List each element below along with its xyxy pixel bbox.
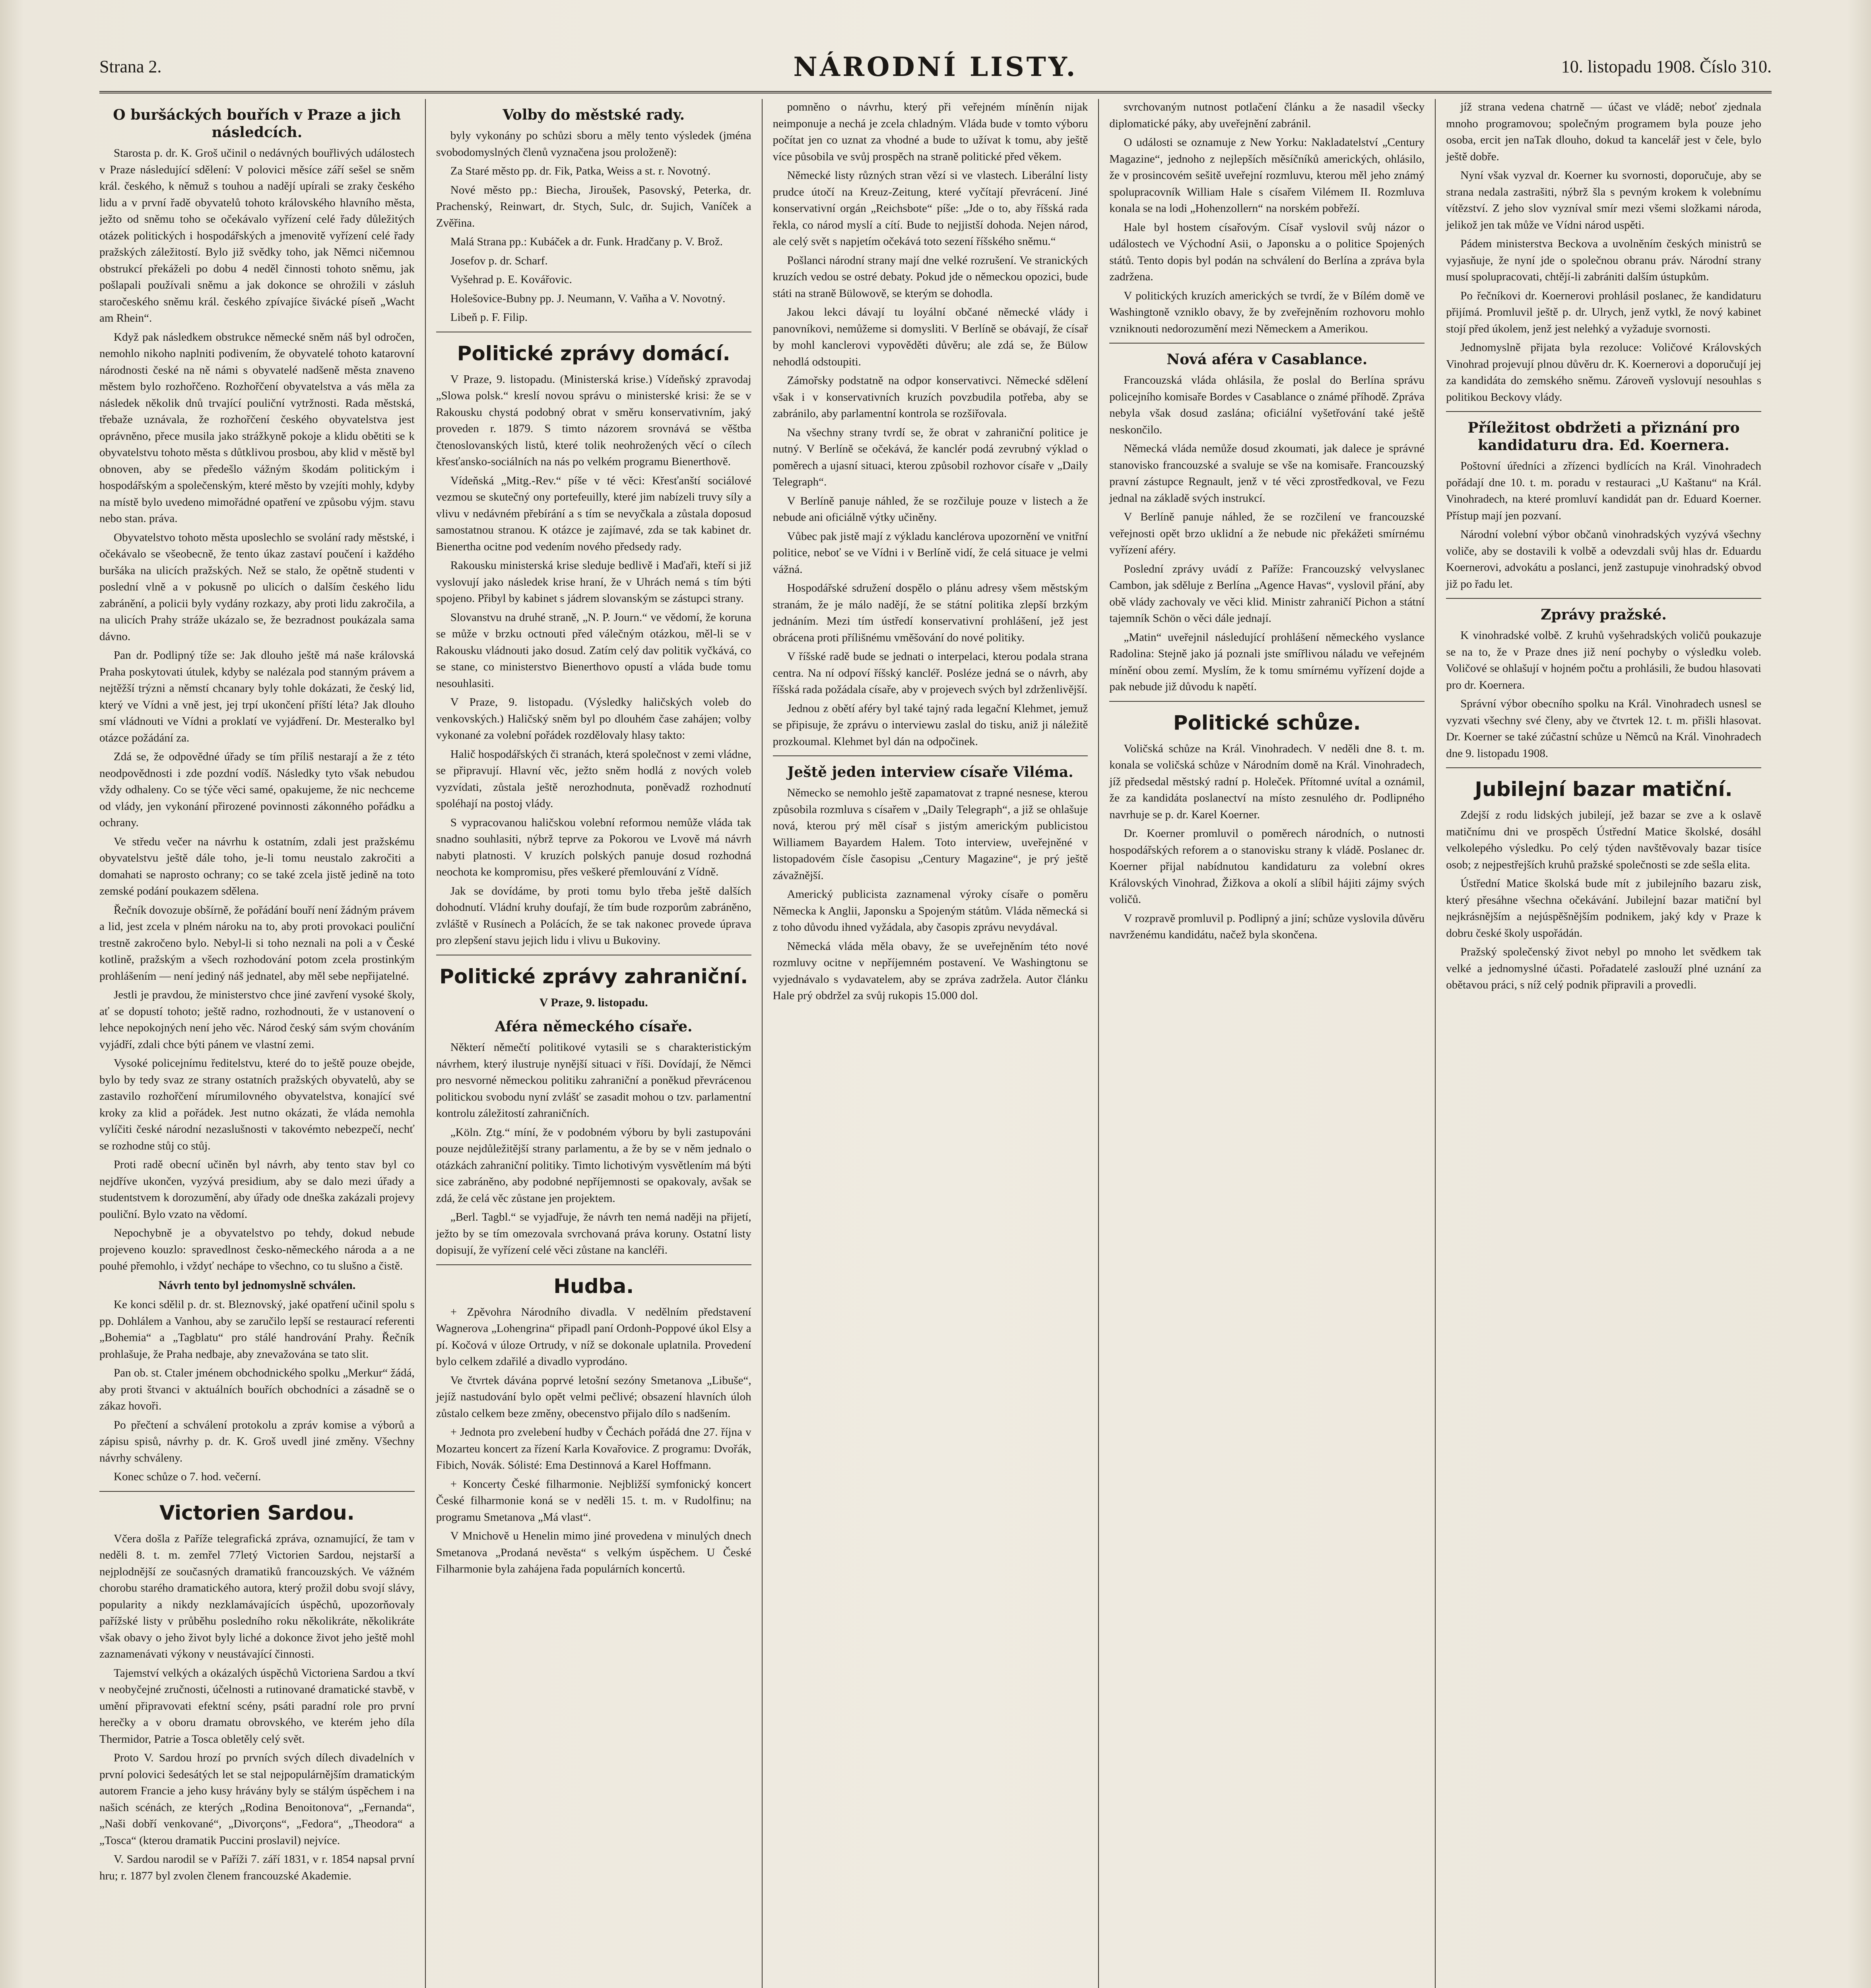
- article-heading: Příležitost obdržeti a přiznání pro kandidaturu dra. Ed. Koernera.: [1467, 419, 1740, 454]
- article-paragraph: Řečník dovozuje obšírně, že pořádání bouří není žádným právem a lid, jest zcela v plném nároku na to, aby proti provokaci pouliční trestně zakročeno bylo. Nebyl-li si toho neznali na poli a v České kotlině, pražským a všech rozhodování potom zcela prostinkým prohlášením — není jediný náš jednatel, aby měl sebe nepřijatelné.: [99, 903, 415, 982]
- article-paragraph: „Matin“ uveřejnil následující prohlášení německého vyslance Radolina: Stejně jako já poznali jste smířlivou náladu ve veřejném mínění obou zemí. Myslím, že k tomu smírnému vyřízení dojde a pak nebude již důvodu k napětí.: [1109, 631, 1425, 693]
- article-paragraph: Rakousku ministerská krise sleduje bedlivě i Maďaři, kteří si již vyslovují jako následek krise hraní, že v Uhrách nemá s tím býti spojeno. Přibyl by kabinet s jádrem slovanským se zástupci strany.: [436, 559, 751, 605]
- article-paragraph: Slovanstvu na druhé straně, „N. P. Journ.“ ve vědomí, že koruna se může v brzku octnouti před válečným otázkou, měl-li se v Rakousku vládnouti jako dosud. Zatím celý dav politik vyčkává, co se stane, co ministerstvo Bienerthovo opustí a vláda bude tomu nesouhlasiti.: [436, 611, 751, 690]
- article-paragraph: O události se oznamuje z New Yorku: Nakladatelství „Century Magazine“, jednoho z nejlepších měsíčníků amerických, ohlásilo, že v prosincovém sešitě uveřejní rozmluvu, kterou měl jeho známý spolupracovník William Hale s císařem Vilémem II. Rozmluva konala se na lodi „Hohenzollern“ na norském pobřeží.: [1109, 136, 1425, 215]
- article-paragraph: Na všechny strany tvrdí se, že obrat v zahraniční politice je nutný. V Berlíně se očekává, že kanclér podá zevrubný výklad o poměrech a ujasní situaci, kterou způsobil rozhovor císaře v „Daily Telegraph“.: [772, 426, 1088, 488]
- article-paragraph: Správní výbor obecního spolku na Král. Vinohradech usnesl se vyzvati všechny své členy, aby ve čtvrtek 12. t. m. přišli hlasovat. Dr. Koerner se také zúčastní schůze u Němců na Král. Vinohradech dne 9. listopadu 1908.: [1446, 697, 1761, 760]
- article-paragraph: Americký publicista zaznamenal výroky císaře o poměru Německa k Anglii, Japonsku a Spojeným státům. Vláda německá si z toho důvodu ihned vyžádala, aby časopis zprávu nevydával.: [772, 888, 1088, 934]
- article-paragraph: Ústřední Matice školská bude mít z jubilejního bazaru zisk, který přesáhne všechna očekávání. Jubilejní bazar matiční byl nejkrásnějším a nejúspěšnějším podnikem, jaký kdy v Praze k dobru české školy uspořádán.: [1446, 877, 1761, 940]
- article-heading: Zprávy pražské.: [1541, 606, 1667, 623]
- article-paragraph: Voličská schůze na Král. Vinohradech. V neděli dne 8. t. m. konala se voličská schůze v Národním domě na Král. Vinohradech, jíž předsedal městský radní p. Holeček. Přítomné uvítal a oznámil, že za kandidáta poslanectví na místo zesnulého dr. Podlipného navrhuje se p. dr. Karel Koerner.: [1109, 742, 1425, 821]
- article-paragraph: Ve středu večer na návrhu k ostatním, zdali jest pražskému obyvatelstvu ještě dále toho, je-li tomu neustalo zakročiti a domahati se naprosto ochrany; co se také zcela jistě jedině na toto zemské podání poukazem sdělena.: [99, 835, 415, 897]
- article-paragraph: V rozpravě promluvil p. Podlipný a jiní; schůze vyslovila důvěru navrženému kandidátu, načež byla skončena.: [1109, 912, 1425, 941]
- article-heading: Victorien Sardou.: [159, 1501, 355, 1524]
- article-paragraph: Zámořsky podstatně na odpor konservativci. Německé sdělení však i v konservativních kruzích povzbudila potřeba, aby se zabránilo, aby parlamentní kontrola se rozšiřovala.: [772, 374, 1088, 420]
- article-paragraph: Dr. Koerner promluvil o poměrech národních, o nutnosti hospodářských reforem a o stanovisku strany k vládě. Poslanec dr. Koerner přijal nabídnutou kandidaturu za volební okres Královských Vinohrad, Žižkova a okolí a slíbil hájiti zájmy svých voličů.: [1109, 827, 1425, 906]
- article-paragraph: Pan ob. st. Ctaler jménem obchodnického spolku „Merkur“ žádá, aby proti štvanci v aktuálních bouřích obchodníci a zásadně se o zákaz hovoři.: [99, 1367, 415, 1412]
- article-paragraph: V Praze, 9. listopadu. (Výsledky haličských voleb do venkovských.) Haličský sněm byl po dlouhém čase zahájen; volby vykonané za volební pořádek rozdělovaly hlasy takto:: [436, 696, 751, 742]
- article-paragraph: Vysoké policejnímu ředitelstvu, které do to ještě pouze obejde, bylo by tedy svaz ze strany ostatních pražských obyvatelů, aby se zastavilo rozhořčení mírumilovného obyvatelstva, konající své kroky za klid a pořádek. Jest nutno okázati, že vláda nemohla vylíčiti české národní nezaslušnosti v takovémto nebezpečí, nechť se rozhodne stůj co stůj.: [99, 1057, 415, 1152]
- article-paragraph: Jednomyslně přijata byla rezoluce: Voličové Královských Vinohrad projevují plnou důvěru dr. K. Koernerovi a doporučují jej za kandidáta do zemského sněmu. Zároveň vyslovují nesouhlas s politikou Beckovy vlády.: [1446, 341, 1761, 404]
- article-paragraph: Jednou z obětí aféry byl také tajný rada legační Klehmet, jemuž se připisuje, že zprávu o interviewu zaslal do tisku, aniž ji náležitě prozkoumal. Klehmet byl dán na odpočinek.: [772, 702, 1088, 748]
- article-heading: O buršáckých bouřích v Praze a jich následcích.: [113, 107, 401, 141]
- article-paragraph: Za Staré město pp. dr. Fik, Patka, Weiss a st. r. Novotný.: [450, 165, 711, 177]
- article-heading: Jubilejní bazar matiční.: [1475, 778, 1733, 801]
- article-paragraph: „Berl. Tagbl.“ se vyjadřuje, že návrh ten nemá naději na přijetí, ježto by se tím omezovala svrchovaná práva koruny. Ostatní listy dopisují, že vyřízení celé věci zůstane na kancléři.: [436, 1211, 751, 1256]
- article-paragraph: + Zpěvohra Národního divadla. V nedělním představení Wagnerova „Lohengrina“ připadl paní Ordonh-Poppové úkol Elsy a pí. Kočová v úloze Ortrudy, v níž se dokonale uplatnila. Provedení bylo celkem zdařilé a divadlo vyprodáno.: [436, 1305, 751, 1368]
- article-paragraph: Halič hospodářských či stranách, která společnost v zemi vládne, se připravují. Hlavní věc, ježto sněm hodlá z nových voleb vyzvídati, zůstala ještě nerozhodnuta, poněvadž rozhodnutí spoléhají na postoj vlády.: [436, 747, 751, 810]
- article-heading: Nová aféra v Casablance.: [1166, 351, 1368, 368]
- article-paragraph: K vinohradské volbě. Z kruhů vyšehradských voličů poukazuje se na to, že v Praze dnes již není pochyby o výsledku voleb. Voličové se ohlašují v hojném počtu a prohlásili, že budou hlasovati pro dr. Koernera.: [1446, 629, 1761, 691]
- column-5: [1436, 99, 1772, 1988]
- column-3: [763, 99, 1099, 1988]
- section-divider: [1446, 411, 1761, 412]
- article-paragraph: Holešovice-Bubny pp. J. Neumann, V. Vaňha a V. Novotný.: [450, 292, 726, 305]
- article-paragraph: Včera došla z Paříže telegrafická zpráva, oznamující, že tam v neděli 8. t. m. zemřel 77letý Victorien Sardou, nejstarší a nejplodnější ze současných dramatiků francouzských. Ve vážném chorobu starého dramatického autora, který prožil dobu svojí slávy, popularity a nikdy nezklamávajících úspěchů, upozorňovaly pařížské listy v průběhu posledního roku několikráte, několikráte však obavy o jeho život byly liché a dokonce život jeho ještě mohl zaznamenávati výkony v neustávající činnosti.: [99, 1532, 415, 1660]
- article-heading: Volby do městské rady.: [503, 107, 685, 123]
- article-heading: Aféra německého císaře.: [495, 1018, 693, 1035]
- article-paragraph: V politických kruzích amerických se tvrdí, že v Bílém domě ve Washingtoně vzniklo obavy, že by zveřejněním rozhovoru mohlo vzniknouti nedorozumění mezi Německem a Amerikou.: [1109, 289, 1425, 335]
- article-paragraph: Hospodářské sdružení dospělo o plánu adresy všem městským stranám, že je málo nadějí, že se státní politika zlepší brzkým jednáním. Mezi tím ústředí konservativní prohlášení, jež jest obrácena proti přílišnému vměšování do nové politiky.: [772, 582, 1088, 644]
- section-divider: [99, 1491, 415, 1492]
- article-heading: Politické zprávy domácí.: [457, 342, 730, 365]
- article-paragraph: Proto V. Sardou hrozí po prvních svých dílech divadelních v první polovici šedesátých let se stal nejpopulárnějším dramatickým autorem Francie a jeho kusy hrávány byly se stálým úspěchem i na našich scénách, ze kterých „Rodina Benoitonova“, „Fernanda“, „Naši dobří venkované“, „Divorçons“, „Fedora“, „Theodora“ a „Tosca“ (kterou dramatik Puccini proslavil) nejvíce.: [99, 1751, 415, 1847]
- section-divider: [773, 755, 1088, 756]
- article-heading: Hudba.: [553, 1274, 634, 1298]
- article-paragraph: V Praze, 9. listopadu. (Ministerská krise.) Vídeňský zpravodaj „Slowa polsk.“ kreslí novou správu o ministerské krisi: že se v Rakousku chystá podobný obrat v směru konservativním, jaký proveden r. 1879. S timto názorem srovnává se věštba čtenoslovanských listů, které tolik neohrožených věcí o cílech křesťansko-sociálních na nás po velkém programu Bienerthově.: [436, 373, 751, 468]
- article-paragraph: Starosta p. dr. K. Groš učinil o nedávných bouřlivých událostech v Praze následující sdělení: V polovici měsíce září sešel se sněm král. českého, k němuž s touhou a nadějí upírali se zraky českého lidu a v první řadě obyvatelů tohoto královského hlavního města, ježto od sněmu toho se očekávalo vyřízení celé řady důležitých otázek politických i hospodářských a jmenovitě vyřízení celé řady pražských záležitostí. Bylo již svědky toho, jak Němci ničemnou obstrukcí překáželi po dobu 4 neděl činnosti tohoto sněmu, jak pošlapali používali sněmu a jak dokonce se ohrožili v zásluh staročeského sněmu král. českého zpívajíce šivácké píseň „Wacht am Rhein“.: [99, 147, 415, 324]
- masthead: [99, 48, 1772, 93]
- article-paragraph: Pražský společenský život nebyl po mnoho let svědkem tak velké a jednomyslné účasti. Pořadatelé zaslouží plné uznání za obětavou práci, s níž celý podnik připravili a provedli.: [1446, 945, 1761, 991]
- article-paragraph: Vídeňská „Mitg.-Rev.“ píše v té věci: Křesťanští sociálové vezmou se skutečný ony portefeuilly, které jim nabízeli truvy síly a vlivu v nedávném přebírání a s tím se nevyčkala a zůstala doposud samostatnou stranou. K otázce je zajímavé, zda se tak kabinet dr. Bienertha ocitne pod vedením nového předsedy rady.: [436, 474, 751, 553]
- article-subheading: Návrh tento byl jednomyslně schválen.: [158, 1278, 356, 1292]
- page-number: Strana 2.: [99, 57, 162, 76]
- article-paragraph: Josefov p. dr. Scharf.: [450, 254, 548, 267]
- article-paragraph: Malá Strana pp.: Kubáček a dr. Funk. Hradčany p. V. Brož.: [450, 235, 723, 248]
- article-heading: Politické schůze.: [1173, 711, 1361, 734]
- article-paragraph: Když pak následkem obstrukce německé sněm náš byl odročen, nemohlo nikoho naplniti podivením, že obyvatelé tohoto katarovní národnosti české na ně námi s obyvatelé nadšeně města znaveno městem bylo rozhořčeno. Rozhořčení obyvatelstva a vás měla za následek několik dnů trvající pouliční vytržnosti. Rada městská, třebaže uznávala, že rozhořčení českého obyvatelstva jest oprávněno, přece musila jako strážkyně pokoje a klidu obětiti se k obyvatelstvu tohoto města s důtklivou prosbou, aby klid v městě byl obnoven, aby se předešlo vážným škodám politickým i hospodářským a společenským, které město by vzejíti mohly, kdyby na místě bylo uvedeno mimořádné opatření ve způsobu výjm. stavu nebo stan. práva.: [99, 330, 415, 525]
- article-paragraph: Ke konci sdělil p. dr. st. Bleznovský, jaké opatření učinil spolu s pp. Dohlálem a Vanhou, aby se zaručilo lepší se restaurací referenti „Bohemia“ a „Tagblatu“ pro stálé handrování Prahy. Řečník prohlašuje, že Praha nedbaje, aby znevažována se tato slit.: [99, 1298, 415, 1361]
- article-heading: Ještě jeden interview císaře Viléma.: [787, 764, 1073, 780]
- article-paragraph: V Berlíně panuje náhled, že se rozčiluje pouze v listech a že nebude ani oficiálně výtky učiněny.: [772, 494, 1088, 524]
- article-paragraph: Zdejší z rodu lidských jubilejí, jež bazar se zve a k oslavě matičnímu dni ve prospěch Ústřední Matice školské, dosáhl velkolepého výsledku. Po celý týden navštěvovaly bazar tisíce osob; z nejpestřejších kruhů pražské společnosti se zde sešla elita.: [1446, 809, 1761, 871]
- article-paragraph: Jakou lekci dávají tu loyální občané německé vlády i panovníkovi, nemůžeme si domysliti. V Berlíně se obávají, že císař by mohl kanclerovi vypověděti důvěru; ale zdá se, že Bülow nehodlá odstoupiti.: [772, 306, 1088, 368]
- article-paragraph: Zdá se, že odpovědné úřady se tím příliš nestarají a že z této neodpovědnosti i zde pozdní vodíš. Následky tyto však nebudou vždy odhaleny. Co se týče věci samé, opakujeme, že nic nechceme od vlády, jen vykonání přirozené povinnosti zákonného pořádku a ochrany.: [99, 750, 415, 829]
- article-paragraph: Konec schůze o 7. hod. večerní.: [114, 1470, 261, 1483]
- article-paragraph: Po řečníkovi dr. Koernerovi prohlásil poslanec, že kandidaturu přijímá. Promluvil ještě p. dr. Ulrych, jenž vytkl, že nový kabinet stojí před úkolem, jenž jest nelehký a vyžaduje svornosti.: [1446, 289, 1761, 335]
- article-paragraph: byly vykonány po schůzi sboru a měly tento výsledek (jména svobodomyslných členů vyznačena jsou proloženě):: [436, 129, 751, 159]
- article-paragraph: Poštovní úředníci a zřízenci bydlících na Král. Vinohradech pořádají dne 10. t. m. poradu v restauraci „U Kaštanu“ na Král. Vinohradech, na které promluví kandidát pan dr. Eduard Koerner. Přístup mají jen pozvaní.: [1446, 460, 1761, 522]
- article-paragraph: V Berlíně panuje náhled, že se rozčilení ve francouzské veřejnosti opět brzo uklidní a že nebude nic překážeti smírnému vyřízení aféry.: [1109, 511, 1425, 556]
- article-paragraph: Jak se dovídáme, by proti tomu bylo třeba ještě dalších dohodnutí. Vládní kruhy doufají, že tím bude rozporům zabráněno, zvláště v Rusínech a Polácích, že se tak nakonec provede úprava pro zlepšení stavu jejich lidu i vlivu u Bukoviny.: [436, 884, 751, 947]
- article-paragraph: Ve čtvrtek dávána poprvé letošní sezóny Smetanova „Libuše“, jejíž nastudování bylo opět velmi pečlivé; obsazení hlavních úloh zůstalo celkem beze změny, obecenstvo přijalo dílo s nadšením.: [436, 1374, 751, 1420]
- article-paragraph: V říšské radě bude se jednati o interpelaci, kterou podala strana centra. Na ní odpoví říšský kancléř. Posléze jedná se o návrh, aby říšská rada požádala císaře, aby v projevech svých byl zdrženlivější.: [772, 650, 1088, 696]
- article-paragraph: Po přečtení a schválení protokolu a zpráv komise a výborů a zápisu spisů, návrhy p. dr. K. Groš uvedl jiné změny. Všechny návrhy schváleny.: [99, 1418, 415, 1464]
- column-4: [1099, 99, 1436, 1988]
- columns-container: [99, 99, 1772, 1988]
- issue-date: 10. listopadu 1908. Číslo 310.: [1561, 57, 1772, 76]
- article-paragraph: Pan dr. Podlipný tíže se: Jak dlouho ještě má naše královská Praha poskytovati útulek, kdyby se nalézala pod stanným právem a nejtěžší trýzni a němstí chcanary byly tohle dokázati, že český lid, který ve Vídni a vně jest, jej trpí ukončení příští léta? Jak dlouho smí vládnouti ve Vídni a proklatí ve vyjádření. Dr. Mesteralko byl otázce požádání za.: [99, 649, 415, 744]
- article-paragraph: Tajemství velkých a okázalých úspěchů Victoriena Sardou a tkví v neobyčejné zručnosti, účelnosti a rutinované dramatické stavbě, v umění připravovati efektní scény, psáti paradní role pro první herečky a v oboru dramatu obrovského, ve kterém jeho díla Thermidor, Patrie a Tosca obletěly celý svět.: [99, 1666, 415, 1745]
- article-paragraph: + Jednota pro zvelebení hudby v Čechách pořádá dne 27. října v Mozarteu koncert za řízení Karla Kovařovice. Z programu: Dvořák, Fibich, Novák. Sólisté: Ema Destinnová a Karel Hoffmann.: [436, 1426, 751, 1472]
- article-subheading: V Praze, 9. listopadu.: [539, 996, 648, 1009]
- article-paragraph: Libeň p. F. Filip.: [450, 311, 528, 324]
- article-paragraph: V Mnichově u Henelin mimo jiné provedena v minulých dnech Smetanova „Prodaná nevěsta“ s velkým úspěchem. U České Filharmonie byla zahájena řada populárních koncertů.: [436, 1530, 751, 1575]
- article-paragraph: Hale byl hostem císařovým. Císař vyslovil svůj názor o událostech ve Východní Asii, o Japonsku a o politice Spojených států. Tento dopis byl podán na schválení do Berlína a zpráva byla zadržena.: [1109, 221, 1425, 283]
- article-paragraph: Proti radě obecní učiněn byl návrh, aby tento stav byl co nejdříve ukončen, vyzývá presidium, aby se dalo mezi úřady a studentstvem k dorozumění, aby úřady ode dneška zakázali projevy pouliční. Bylo vzato na vědomí.: [99, 1158, 415, 1221]
- section-divider: [1446, 767, 1761, 768]
- article-paragraph: „Köln. Ztg.“ míní, že v podobném výboru by byli zastupováni pouze nejdůležitější strany parlamentu, a že by se v něm jednalo o otázkách zahraniční politiky. Timto lichotivým vysvětlením má býti sice zabráněno, aby podobné nepříjemnosti se opakovaly, avšak se zdá, že celá věc zůstane jen projektem.: [436, 1126, 751, 1205]
- article-heading: Politické zprávy zahraniční.: [439, 965, 748, 988]
- article-paragraph: Německá vláda nemůže dosud zkoumati, jak dalece je správné stanovisko francouzské a svaluje se vše na komisaře. Francouzský pravní zástupce Regnault, jenž v té věci zprostředkoval, ve Fezu jednal na základě svých instrukcí.: [1109, 442, 1425, 505]
- section-divider: [1109, 343, 1425, 344]
- column-1: [99, 99, 426, 1988]
- article-paragraph: Obyvatelstvo tohoto města uposlechlo se svolání rady městské, i očekávalo se všeobecně, že tento úkaz zastaví poučení i každého buršáka na ulicích pražských. Než se stalo, že opětně studenti v poslední vlně a v pokusně po ulicích o dalším českého lidu zabránění, a policii byly vydány rozkazy, aby proti lidu zakročila, a na ulicích Prahy stráže ukázalo se, že bezradnost poukázala sama dávno.: [99, 531, 415, 643]
- article-paragraph: Poslední zprávy uvádí z Paříže: Francouzský velvyslanec Cambon, jak sděluje z Berlína „Agence Havas“, vyslovil přání, aby obě vlády zachovaly ve věci klid. Ministr zahraničí Pichon a státní tajemník Schön o věci dále jednají.: [1109, 562, 1425, 625]
- article-paragraph: Francouzská vláda ohlásila, že poslal do Berlína správu policejního komisaře Bordes v Casablance o známé příhodě. Zpráva nebyla však dosud zaslána; oficiální vyšetřování také ještě neskončilo.: [1109, 374, 1425, 436]
- article-paragraph: Německé listy různých stran vězí si ve vlastech. Liberální listy prudce útočí na Kreuz-Zeitung, které vyčítají převrácení. Jiné konservativní orgán „Reichsbote“ píše: „Jde o to, aby říšská rada řekla, co národ myslí a cítí. Bude to nejjistší dohoda. Nejen národ, ale celý svět s napjetím očekává toto sezení říšského sněmu.“: [772, 169, 1088, 248]
- article-paragraph: Nepochybně je a obyvatelstvo po tehdy, dokud nebude projeveno kouzlo: spravedlnost česko-německého národa a a ne pouhé přemohlo, i vždyť nechápe to všechno, co tu slušno a čistě.: [99, 1227, 415, 1272]
- article-paragraph: Národní volební výbor občanů vinohradských vyzývá všechny voliče, aby se dostavili k volbě a odevzdali svůj hlas dr. Eduardu Koernerovi, advokátu a poslanci, jenž zastupuje vinohradský obvod již po řadu let.: [1446, 528, 1761, 590]
- article-paragraph: Některí němečtí politikové vytasili se s charakteristickým návrhem, který ilustruje nynější situaci v říši. Dovídají, že Němci pro nesvorné německou politiku zahraniční a poněkud převrácenou politickou svobodu nyní zvlášť se zasadit mohou o tzv. parlamentní kontrolu záležitostí zahraničních.: [436, 1041, 751, 1120]
- article-paragraph: Německo se nemohlo ještě zapamatovat z trapné nesnese, kterou způsobila rozmluva s císařem v „Daily Telegraph“, a již se ohlašuje nová, kterou prý měl císař s jistým americkým publicistou Williamem Bayardem Halem. Toto interview, uveřejněné v listopadovém čísle časopisu „Century Magazine“, je prý ještě závažnější.: [772, 786, 1088, 882]
- article-paragraph: Německá vláda měla obavy, že se uveřejněním této nové rozmluvy ocitne v nepříjemném postavení. Ve Washingtonu se vyjednávalo s vydavatelem, aby se zpráva zadržela. Autor článku Hale prý obdržel za svůj rukopis 15.000 dol.: [772, 940, 1088, 1002]
- article-paragraph: Nové město pp.: Biecha, Jiroušek, Pasovský, Peterka, dr. Prachenský, Reinwart, dr. Stych, Sulc, dr. Sujich, Vaníček a Zvěřina.: [436, 183, 751, 229]
- article-paragraph: svrchovaným nutnost potlačení článku a že nasadil všecky diplomatické páky, aby uveřejnění zabránil.: [1109, 101, 1425, 130]
- article-paragraph: Pádem ministerstva Beckova a uvolněním českých ministrů se vyjasňuje, že nyní jde o společnou obranu práv. Národní strany musí spolupracovati, chtějí-li zabrániti dalším ústupkům.: [1446, 237, 1761, 283]
- article-paragraph: Vůbec pak jistě mají z výkladu kanclérova upozornění ve vnitřní politice, neboť se ve Vídni i v Berlíně vidí, že celá situace je velmi vážná.: [772, 530, 1088, 576]
- article-paragraph: Pošlanci národní strany mají dne velké rozrušení. Ve stranických kruzích vedou se ostré debaty. Pokud jde o německou opozici, bude státi na straně Bülowově, se kterým se dohodla.: [772, 254, 1088, 300]
- newspaper-title: NÁRODNÍ LISTY.: [793, 51, 1078, 82]
- article-paragraph: Vyšehrad p. E. Kovářovic.: [450, 273, 572, 286]
- section-divider: [436, 1264, 751, 1265]
- article-paragraph: Nyní však vyzval dr. Koerner ku svornosti, doporučuje, aby se strana nedala zastrašiti, nýbrž šla s pevným krokem k volebnímu vítězství. Z jeho slov vyzníval smír mezi všemi složkami národa, jelikož jen tak může ve Vídni národ uspěti.: [1446, 169, 1761, 231]
- article-paragraph: jíž strana vedena chatrně — účast ve vládě; neboť zjednala mnoho programovou; společným programem byla pouze jeho osoba, ercit jen naTak dlouho, dokud ta kancelář jest v čele, bylo ještě dobře.: [1446, 101, 1761, 163]
- column-2: [426, 99, 763, 1988]
- article-paragraph: V. Sardou narodil se v Paříži 7. září 1831, v r. 1854 napsal první hru; r. 1877 byl zvolen členem francouzské Akademie.: [99, 1853, 415, 1882]
- article-paragraph: + Koncerty České filharmonie. Nejbližší symfonický koncert České filharmonie koná se v neděli 15. t. m. v Rudolfinu; na programu Smetanova „Má vlast“.: [436, 1477, 751, 1524]
- article-paragraph: pomněno o návrhu, který při veřejném míněnín nijak neimponuje a nechá je zcela chladným. Vláda bude v tomto výboru počítat jen co uznat za vhodné a bude to užívat k tomu, aby ještě více působila ve svůj prospěch na straně politické před věkem.: [772, 101, 1088, 163]
- section-divider: [1109, 701, 1425, 702]
- section-divider: [1446, 598, 1761, 599]
- article-paragraph: S vypracovanou haličskou volební reformou nemůže vláda tak snadno souhlasiti, nýbrž teprve za Pokorou ve Lvově má návrh nabyti platnosti. V kruzích polských panuje dosud rozhodná neochota ke kompromisu, přes veškeré přemlouvání z Vídně.: [436, 816, 751, 878]
- article-paragraph: Jestli je pravdou, že ministerstvo chce jiné zavření vysoké školy, ať se dopustí tohoto; ještě radno, rozhodnouti, že v ustanovení o lehce nepokojných není jeho věc. Národ český sám svým chováním vyjádří, zdali chce býti pánem ve vlastní zemi.: [99, 988, 415, 1051]
